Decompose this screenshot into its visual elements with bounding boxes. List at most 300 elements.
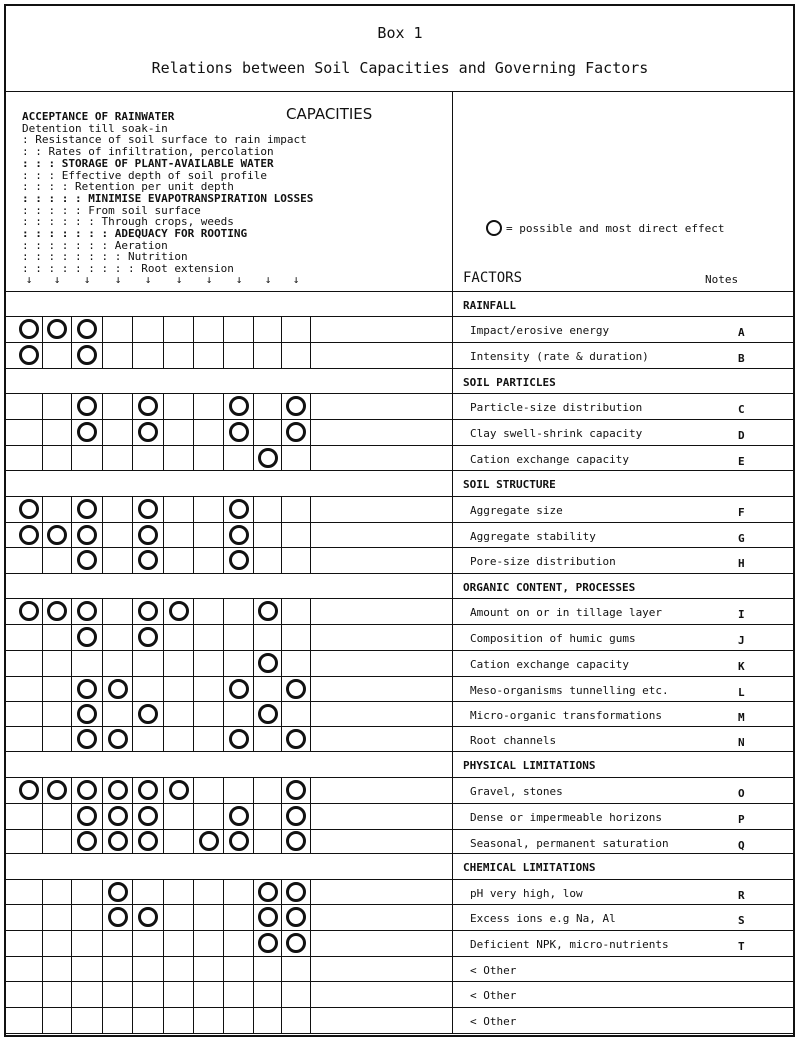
factor-label: Deficient NPK, micro-nutrients <box>470 938 669 951</box>
factor-label: Aggregate size <box>470 504 563 517</box>
cell-divider <box>253 342 254 368</box>
row-divider <box>4 726 795 727</box>
row-divider <box>4 316 795 317</box>
section-label: SOIL PARTICLES <box>463 376 556 389</box>
factor-note: H <box>738 557 745 570</box>
effect-circle-icon <box>108 831 128 851</box>
row-divider <box>4 598 795 599</box>
cell-divider <box>193 777 194 803</box>
section-label: ORGANIC CONTENT, PROCESSES <box>463 581 636 594</box>
cell-divider <box>223 650 224 676</box>
legend <box>486 220 725 236</box>
factor-label: Micro-organic transformations <box>470 709 663 722</box>
cell-divider <box>281 650 282 676</box>
cell-divider <box>132 956 133 981</box>
effect-circle-icon <box>77 704 97 724</box>
cell-divider <box>102 419 103 445</box>
cell-divider <box>102 956 103 981</box>
cell-divider <box>310 598 311 624</box>
row-divider <box>4 470 795 471</box>
cell-divider <box>163 522 164 547</box>
cell-divider <box>71 829 72 853</box>
cell-divider <box>163 676 164 701</box>
factor-note: M <box>738 711 745 724</box>
cell-divider <box>223 676 224 701</box>
cell-divider <box>163 981 164 1007</box>
factor-label: Root channels <box>470 734 557 747</box>
factor-label: < Other <box>470 1015 517 1028</box>
row-divider <box>4 445 795 446</box>
cell-divider <box>281 676 282 701</box>
cell-divider <box>193 1007 194 1033</box>
cell-divider <box>310 522 311 547</box>
effect-circle-icon <box>138 907 158 927</box>
cell-divider <box>223 316 224 342</box>
effect-circle-icon <box>286 907 306 927</box>
cell-divider <box>281 981 282 1007</box>
cell-divider <box>223 777 224 803</box>
cell-divider <box>132 726 133 751</box>
cell-divider <box>253 624 254 650</box>
factor-note: J <box>738 634 745 647</box>
cell-divider <box>163 496 164 522</box>
row-divider <box>4 829 795 830</box>
factor-note: N <box>738 736 745 749</box>
cell-divider <box>253 1007 254 1033</box>
cell-divider <box>281 1007 282 1033</box>
cell-divider <box>42 829 43 853</box>
cell-divider <box>253 829 254 853</box>
cell-divider <box>102 650 103 676</box>
cell-divider <box>71 981 72 1007</box>
cell-divider <box>281 342 282 368</box>
cell-divider <box>102 522 103 547</box>
cell-divider <box>310 445 311 470</box>
cell-divider <box>193 981 194 1007</box>
capacity-line: ACCEPTANCE OF RAINWATER <box>22 110 175 123</box>
capacity-line: Detention till soak-in <box>22 121 168 135</box>
cell-divider <box>253 650 254 676</box>
cell-divider <box>163 956 164 981</box>
cell-divider <box>163 829 164 853</box>
cell-divider <box>42 956 43 981</box>
factor-label: Impact/erosive energy <box>470 324 610 337</box>
section-label: RAINFALL <box>463 299 516 312</box>
cell-divider <box>71 1007 72 1033</box>
cell-divider <box>132 522 133 547</box>
cell-divider <box>102 342 103 368</box>
effect-circle-icon <box>229 525 249 545</box>
row-divider <box>4 956 795 957</box>
cell-divider <box>163 624 164 650</box>
cell-divider <box>42 598 43 624</box>
effect-circle-icon <box>77 422 97 442</box>
down-arrow-icon: ↓ <box>114 273 122 286</box>
section-label: CHEMICAL LIMITATIONS <box>463 861 596 874</box>
cell-divider <box>193 803 194 829</box>
cell-divider <box>223 726 224 751</box>
cell-divider <box>253 701 254 726</box>
row-divider <box>4 879 795 880</box>
cell-divider <box>253 879 254 904</box>
cell-divider <box>253 445 254 470</box>
factor-label: Excess ions e.g Na, Al <box>470 912 616 925</box>
effect-circle-icon <box>258 882 278 902</box>
factor-note: D <box>738 429 745 442</box>
capacity-line: : : : : : From soil surface <box>22 203 201 217</box>
cell-divider <box>102 904 103 930</box>
cell-divider <box>102 496 103 522</box>
cell-divider <box>310 701 311 726</box>
effect-circle-icon <box>19 319 39 339</box>
effect-circle-icon <box>77 345 97 365</box>
factor-note: T <box>738 940 745 953</box>
cell-divider <box>223 701 224 726</box>
effect-circle-icon <box>108 882 128 902</box>
down-arrow-icon: ↓ <box>235 273 243 286</box>
effect-circle-icon <box>138 422 158 442</box>
cell-divider <box>223 445 224 470</box>
factor-note: A <box>738 326 745 339</box>
header-divider <box>4 91 795 92</box>
row-divider <box>4 1007 795 1008</box>
effect-circle-icon <box>138 831 158 851</box>
cell-divider <box>132 496 133 522</box>
cell-divider <box>71 777 72 803</box>
factor-label: Dense or impermeable horizons <box>470 811 663 824</box>
effect-circle-icon <box>77 627 97 647</box>
cell-divider <box>42 419 43 445</box>
factor-label: Composition of humic gums <box>470 632 636 645</box>
factor-label: < Other <box>470 989 517 1002</box>
cell-divider <box>42 777 43 803</box>
cell-divider <box>163 930 164 956</box>
effect-circle-icon <box>258 907 278 927</box>
cell-divider <box>132 701 133 726</box>
cell-divider <box>193 701 194 726</box>
cell-divider <box>193 445 194 470</box>
cell-divider <box>71 419 72 445</box>
down-arrow-icon: ↓ <box>175 273 183 286</box>
effect-circle-icon <box>77 679 97 699</box>
cell-divider <box>310 650 311 676</box>
cell-divider <box>71 803 72 829</box>
cell-divider <box>310 393 311 419</box>
cell-divider <box>193 522 194 547</box>
capacity-line: : : : : Retention per unit depth <box>22 180 234 194</box>
cell-divider <box>281 829 282 853</box>
cell-divider <box>163 393 164 419</box>
box-label: Box 1 <box>377 24 423 42</box>
row-divider <box>4 522 795 523</box>
effect-circle-icon <box>108 780 128 800</box>
cell-divider <box>193 726 194 751</box>
capacity-line: : : : : : MINIMISE EVAPOTRANSPIRATION LOSSES <box>22 191 314 205</box>
cell-divider <box>71 445 72 470</box>
cell-divider <box>281 393 282 419</box>
section-label: SOIL STRUCTURE <box>463 478 556 491</box>
effect-circle-icon <box>286 396 306 416</box>
cell-divider <box>223 393 224 419</box>
effect-circle-icon <box>108 907 128 927</box>
cell-divider <box>193 829 194 853</box>
capacity-line: : : : STORAGE OF PLANT-AVAILABLE WATER <box>22 156 274 170</box>
cell-divider <box>132 598 133 624</box>
cell-divider <box>102 1007 103 1033</box>
cell-divider <box>193 598 194 624</box>
cell-divider <box>310 496 311 522</box>
cell-divider <box>42 547 43 573</box>
effect-circle-icon <box>138 396 158 416</box>
cell-divider <box>163 726 164 751</box>
cell-divider <box>163 445 164 470</box>
factor-note: C <box>738 403 745 416</box>
cell-divider <box>253 904 254 930</box>
down-arrow-icon: ↓ <box>144 273 152 286</box>
cell-divider <box>310 803 311 829</box>
cell-divider <box>223 803 224 829</box>
cell-divider <box>102 316 103 342</box>
cell-divider <box>281 803 282 829</box>
cell-divider <box>310 956 311 981</box>
cell-divider <box>223 904 224 930</box>
cell-divider <box>102 676 103 701</box>
cell-divider <box>310 1007 311 1033</box>
cell-divider <box>42 879 43 904</box>
cell-divider <box>223 1007 224 1033</box>
cell-divider <box>281 316 282 342</box>
effect-circle-icon <box>229 679 249 699</box>
cell-divider <box>281 547 282 573</box>
cell-divider <box>42 624 43 650</box>
cell-divider <box>223 930 224 956</box>
down-arrow-icon: ↓ <box>292 273 300 286</box>
cell-divider <box>310 676 311 701</box>
row-divider <box>4 803 795 804</box>
factor-note: Q <box>738 839 745 852</box>
effect-circle-icon <box>286 831 306 851</box>
cell-divider <box>163 1007 164 1033</box>
effect-circle-icon <box>138 704 158 724</box>
row-divider <box>4 368 795 369</box>
cell-divider <box>102 930 103 956</box>
cell-divider <box>71 904 72 930</box>
cell-divider <box>42 676 43 701</box>
capacity-line: : : : : : : : Aeration <box>22 238 168 252</box>
cell-divider <box>132 316 133 342</box>
cell-divider <box>193 624 194 650</box>
factor-label: Pore-size distribution <box>470 555 616 568</box>
effect-circle-icon <box>138 806 158 826</box>
factor-note: L <box>738 686 745 699</box>
cell-divider <box>310 547 311 573</box>
cell-divider <box>132 676 133 701</box>
row-divider <box>4 624 795 625</box>
cell-divider <box>132 829 133 853</box>
cell-divider <box>310 981 311 1007</box>
cell-divider <box>193 419 194 445</box>
cell-divider <box>71 930 72 956</box>
cell-divider <box>281 930 282 956</box>
cell-divider <box>281 726 282 751</box>
factor-label: Cation exchange capacity <box>470 453 629 466</box>
cell-divider <box>193 956 194 981</box>
cell-divider <box>163 316 164 342</box>
cell-divider <box>223 981 224 1007</box>
cell-divider <box>281 598 282 624</box>
cell-divider <box>42 930 43 956</box>
row-divider <box>4 853 795 854</box>
cell-divider <box>310 777 311 803</box>
effect-circle-icon <box>199 831 219 851</box>
cell-divider <box>193 393 194 419</box>
cell-divider <box>132 547 133 573</box>
cell-divider <box>223 829 224 853</box>
cell-divider <box>223 419 224 445</box>
effect-circle-icon <box>229 729 249 749</box>
cell-divider <box>223 624 224 650</box>
factor-label: Gravel, stones <box>470 785 563 798</box>
factors-header: FACTORS <box>463 270 523 286</box>
cell-divider <box>102 981 103 1007</box>
cell-divider <box>253 316 254 342</box>
cell-divider <box>163 879 164 904</box>
effect-circle-icon <box>286 679 306 699</box>
cell-divider <box>193 496 194 522</box>
cell-divider <box>281 777 282 803</box>
cell-divider <box>132 904 133 930</box>
cell-divider <box>193 930 194 956</box>
cell-divider <box>163 650 164 676</box>
cell-divider <box>42 904 43 930</box>
factor-note: G <box>738 532 745 545</box>
cell-divider <box>71 598 72 624</box>
row-divider <box>4 342 795 343</box>
cell-divider <box>132 445 133 470</box>
effect-circle-icon <box>77 780 97 800</box>
effect-circle-icon <box>47 780 67 800</box>
effect-circle-icon <box>108 729 128 749</box>
row-divider <box>4 650 795 651</box>
factor-note: O <box>738 787 745 800</box>
effect-circle-icon <box>19 780 39 800</box>
cell-divider <box>102 726 103 751</box>
cell-divider <box>42 496 43 522</box>
cell-divider <box>193 879 194 904</box>
cell-divider <box>253 393 254 419</box>
notes-header: Notes <box>705 273 739 286</box>
cell-divider <box>42 342 43 368</box>
cell-divider <box>281 445 282 470</box>
cell-divider <box>253 726 254 751</box>
cell-divider <box>163 342 164 368</box>
cell-divider <box>42 1007 43 1033</box>
factor-label: Seasonal, permanent saturation <box>470 837 669 850</box>
cell-divider <box>281 904 282 930</box>
cell-divider <box>253 956 254 981</box>
capacity-line: : : : : : : : : Nutrition <box>22 250 188 264</box>
cell-divider <box>193 650 194 676</box>
effect-circle-icon <box>286 933 306 953</box>
factor-label: Particle-size distribution <box>470 401 643 414</box>
factor-note: B <box>738 352 745 365</box>
cell-divider <box>102 803 103 829</box>
effect-circle-icon <box>77 319 97 339</box>
legend-text: = possible and most direct effect <box>506 221 725 235</box>
row-divider <box>4 393 795 394</box>
cell-divider <box>102 624 103 650</box>
cell-divider <box>223 879 224 904</box>
effect-circle-icon <box>169 780 189 800</box>
row-divider <box>4 419 795 420</box>
cell-divider <box>132 981 133 1007</box>
effect-circle-icon <box>138 499 158 519</box>
cell-divider <box>281 496 282 522</box>
cell-divider <box>42 393 43 419</box>
effect-circle-icon <box>77 525 97 545</box>
effect-circle-icon <box>138 550 158 570</box>
row-divider <box>4 547 795 548</box>
effect-circle-icon <box>108 806 128 826</box>
cell-divider <box>42 522 43 547</box>
cell-divider <box>42 650 43 676</box>
cell-divider <box>132 342 133 368</box>
cell-divider <box>102 701 103 726</box>
effect-circle-icon <box>229 550 249 570</box>
cell-divider <box>163 803 164 829</box>
row-divider <box>4 1033 795 1034</box>
cell-divider <box>223 547 224 573</box>
cell-divider <box>132 650 133 676</box>
cell-divider <box>310 624 311 650</box>
cell-divider <box>132 930 133 956</box>
factor-note: P <box>738 813 745 826</box>
row-divider <box>4 930 795 931</box>
factor-label: < Other <box>470 964 517 977</box>
cell-divider <box>310 829 311 853</box>
page-title: Relations between Soil Capacities and Governing Factors <box>151 59 649 77</box>
row-divider <box>4 751 795 752</box>
cell-divider <box>71 393 72 419</box>
cell-divider <box>71 496 72 522</box>
cell-divider <box>42 726 43 751</box>
cell-divider <box>253 598 254 624</box>
effect-circle-icon <box>19 525 39 545</box>
cell-divider <box>223 956 224 981</box>
cell-divider <box>281 879 282 904</box>
factor-note: S <box>738 914 745 927</box>
cell-divider <box>193 904 194 930</box>
cell-divider <box>71 726 72 751</box>
cell-divider <box>163 777 164 803</box>
cell-divider <box>132 419 133 445</box>
effect-circle-icon <box>19 345 39 365</box>
factor-note: R <box>738 889 745 902</box>
cell-divider <box>102 598 103 624</box>
cell-divider <box>163 419 164 445</box>
cell-divider <box>193 316 194 342</box>
row-divider <box>4 777 795 778</box>
effect-circle-icon <box>77 601 97 621</box>
effect-circle-icon <box>19 499 39 519</box>
effect-circle-icon <box>258 704 278 724</box>
cell-divider <box>223 598 224 624</box>
cell-divider <box>163 547 164 573</box>
down-arrow-icon: ↓ <box>53 273 61 286</box>
factor-note: I <box>738 608 745 621</box>
cell-divider <box>71 650 72 676</box>
effect-circle-icon <box>138 525 158 545</box>
